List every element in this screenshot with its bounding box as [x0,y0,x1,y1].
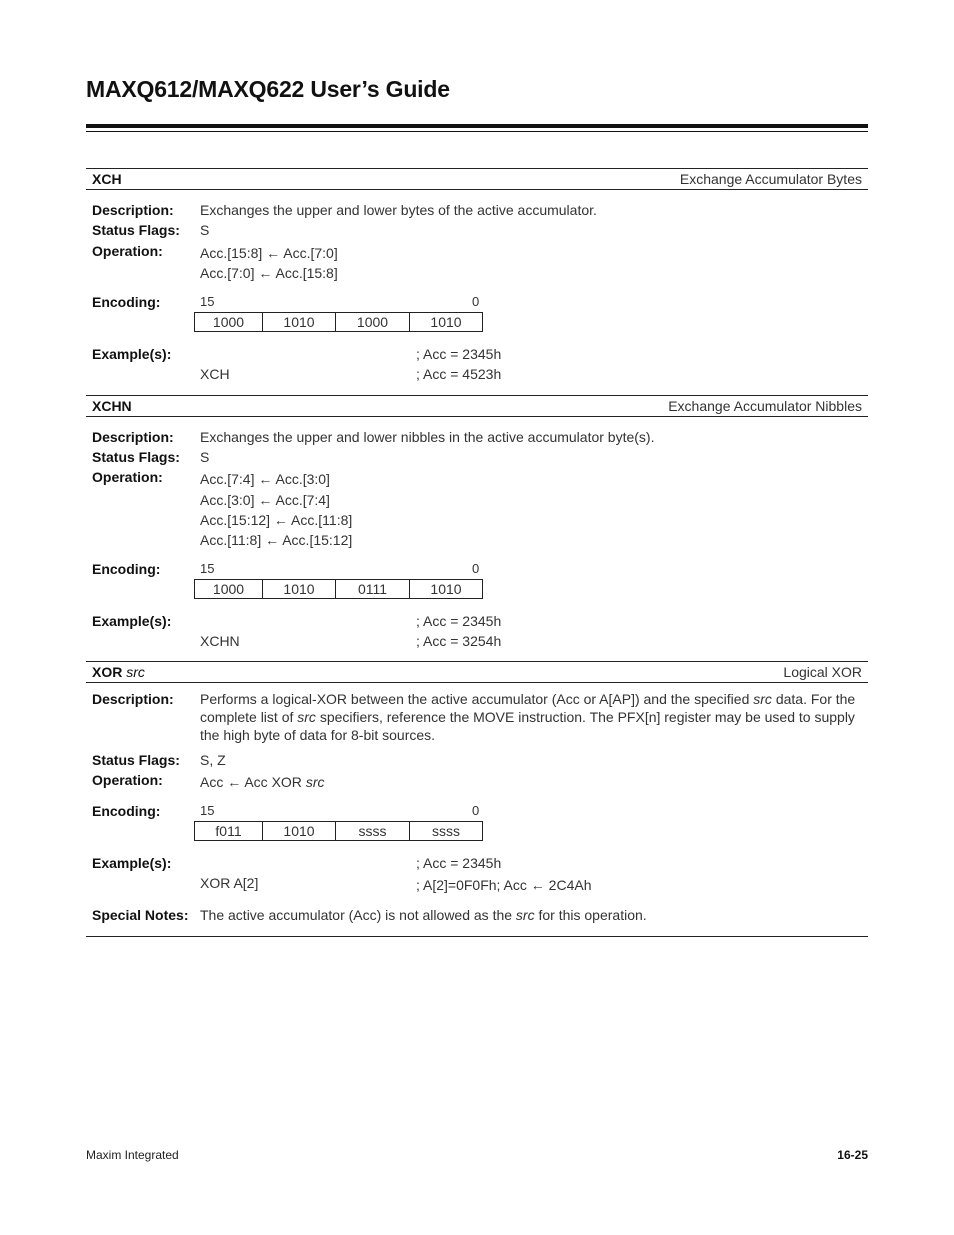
header-rule-thin [86,131,868,132]
instruction-name: XCH [92,171,122,187]
section-bar-xch [86,168,868,190]
operation-line: Acc.[7:4] ← Acc.[3:0] [200,471,330,487]
special-notes-part: The active accumulator (Acc) is not allowed as the [200,907,516,923]
encoding-field: ssss [410,822,483,841]
instruction-summary: Exchange Accumulator Bytes [679,171,862,187]
operation-line: Acc.[15:12] ← Acc.[11:8] [200,512,353,528]
encoding-field: ssss [336,822,410,841]
operation-line: Acc.[7:0] ← Acc.[15:8] [200,265,338,281]
examples-label: Example(s): [92,346,172,362]
encoding-low-bit: 0 [472,561,480,576]
encoding-field: 1010 [263,580,336,599]
section-bar-xchn [86,395,868,417]
operation-label: Operation: [92,243,163,259]
status-flags-label: Status Flags: [92,222,180,238]
page-number: 16-25 [837,1148,868,1162]
operation-label: Operation: [92,469,163,485]
example-comment: ; Acc = 3254h [416,633,502,649]
status-flags-label: Status Flags: [92,449,180,465]
description-label: Description: [92,429,174,445]
description-text-part: Performs a logical-XOR between the active accumulator (Acc or A[AP]) and the specified [200,691,754,707]
header-rule-thick [86,124,868,128]
operation-part: Acc ← Acc XOR [200,774,306,790]
encoding-table [194,579,483,599]
operation-line: Acc.[15:8] ← Acc.[7:0] [200,245,338,261]
description-label: Description: [92,691,174,707]
operation-line: Acc.[11:8] ← Acc.[15:12] [200,532,353,548]
encoding-high-bit: 15 [200,561,215,576]
status-flags-label: Status Flags: [92,752,180,768]
encoding-field: 1000 [195,580,263,599]
description-text-part: src [753,691,772,707]
operation-part: src [305,774,325,790]
description-text [200,690,862,744]
operation-label: Operation: [92,772,163,788]
encoding-high-bit: 15 [200,294,215,309]
example-comment: ; Acc = 2345h [416,613,502,629]
example-comment: ; A[2]=0F0Fh; Acc ← 2C4Ah [416,877,592,893]
description-text: Exchanges the upper and lower nibbles in the active accumulator byte(s). [200,429,655,445]
encoding-table [194,821,483,841]
instruction-name [92,664,145,680]
section-bar-xor [86,661,868,683]
encoding-table [194,312,483,332]
description-text: Exchanges the upper and lower bytes of the active accumulator. [200,202,597,218]
special-notes-part: src [515,907,535,923]
encoding-high-bit: 15 [200,803,215,818]
examples-label: Example(s): [92,613,172,629]
encoding-field: 1000 [336,313,410,332]
special-notes-part: for this operation. [534,907,647,923]
example-comment: ; Acc = 4523h [416,366,502,382]
encoding-field: 1010 [410,313,483,332]
encoding-field: 1010 [263,313,336,332]
status-flags-value: S [200,222,210,238]
status-flags-value: S, Z [200,752,226,768]
instruction-summary: Logical XOR [783,664,862,680]
encoding-field: 0111 [336,580,410,599]
instruction-mnemonic: XOR [92,664,123,680]
example-code: XOR A[2] [200,875,259,891]
description-text-part: specifiers, reference the MOVE instruction. The PFX[n] register may be used to supply the high byte of data for 8-bit sources. [200,709,855,743]
page-title: MAXQ612/MAXQ622 User’s Guide [86,76,450,102]
example-code: XCH [200,366,230,382]
encoding-field: 1000 [195,313,263,332]
encoding-label: Encoding: [92,294,161,310]
encoding-field: f011 [195,822,263,841]
instruction-name: XCHN [92,398,132,414]
description-label: Description: [92,202,174,218]
examples-label: Example(s): [92,855,172,871]
operation-line: Acc.[3:0] ← Acc.[7:4] [200,492,330,508]
encoding-field: 1010 [263,822,336,841]
section-end-rule [86,936,868,937]
description-text-part: src [297,709,316,725]
operation-line [200,772,324,792]
example-comment: ; Acc = 2345h [416,855,502,871]
instruction-operand: src [126,664,145,680]
encoding-low-bit: 0 [472,294,480,309]
example-code: XCHN [200,633,240,649]
special-notes-text [200,905,647,925]
example-comment: ; Acc = 2345h [416,346,502,362]
encoding-low-bit: 0 [472,803,480,818]
encoding-label: Encoding: [92,803,161,819]
encoding-label: Encoding: [92,561,161,577]
status-flags-value: S [200,449,210,465]
encoding-field: 1010 [410,580,483,599]
footer-company: Maxim Integrated [86,1148,179,1162]
description-text-part: data. For the complete list of [200,691,856,725]
instruction-summary: Exchange Accumulator Nibbles [668,398,862,414]
special-notes-label: Special Notes: [92,907,189,923]
